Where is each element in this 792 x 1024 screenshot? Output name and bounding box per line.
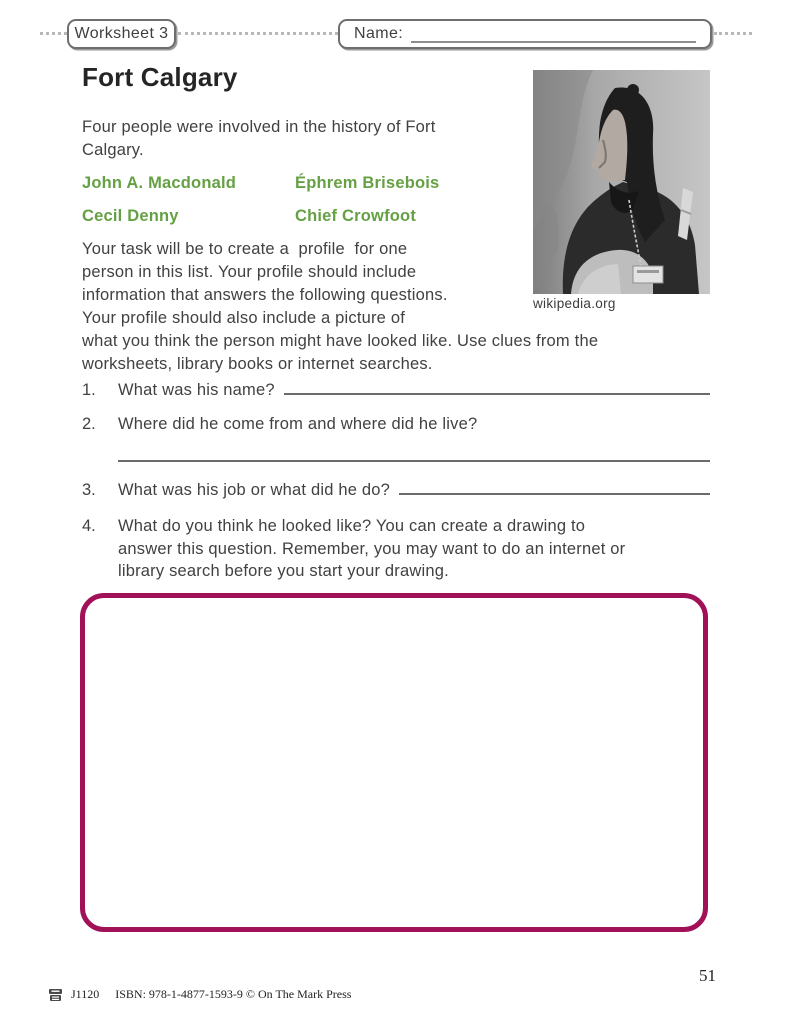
intro-line: Calgary. <box>82 141 144 159</box>
header-dotted-line-middle <box>178 32 338 35</box>
person-name: Cecil Denny <box>82 207 179 225</box>
task-line: Your task will be to create a profile for one <box>82 240 408 258</box>
worksheet-number-tag <box>67 19 176 49</box>
task-line: Your profile should also include a picture of <box>82 309 406 327</box>
question-1 <box>82 381 710 400</box>
question-text: Where did he come from and where did he live? <box>118 415 478 433</box>
people-names-row-2 <box>82 207 416 226</box>
task-line: what you think the person might have looked like. Use clues from the <box>82 332 599 350</box>
footer-product-code: J1120 <box>71 987 100 1001</box>
question-3 <box>82 481 710 500</box>
person-name: Chief Crowfoot <box>295 207 417 225</box>
person-name: Éphrem Brisebois <box>295 174 440 192</box>
task-line: person in this list. Your profile should include <box>82 263 417 281</box>
question-text-line: answer this question. Remember, you may want to do an internet or <box>118 539 626 558</box>
people-names-row-1 <box>82 174 439 193</box>
question-text-line: library search before you start your drawing. <box>118 562 449 580</box>
name-input-line[interactable] <box>411 25 696 43</box>
question-4 <box>82 515 710 583</box>
publisher-logo-icon <box>48 987 63 1002</box>
task-paragraph <box>82 238 598 376</box>
name-field-box <box>338 19 712 49</box>
question-number: 1. <box>82 381 96 399</box>
page-number: 51 <box>699 966 716 985</box>
question-text-block <box>118 515 625 583</box>
answer-line-q1[interactable] <box>284 381 710 395</box>
task-line: worksheets, library books or internet searches. <box>82 355 433 373</box>
header-dotted-line-left <box>40 32 67 35</box>
footer <box>48 987 351 1002</box>
question-number: 2. <box>82 415 96 433</box>
answer-line-q3[interactable] <box>399 481 710 495</box>
intro-line: Four people were involved in the history of Fort <box>82 118 436 136</box>
question-text: What was his name? <box>118 381 275 399</box>
photo-caption: wikipedia.org <box>533 296 616 311</box>
question-number: 3. <box>82 481 96 499</box>
worksheet-number-label: Worksheet 3 <box>74 25 169 42</box>
task-line: information that answers the following questions. <box>82 286 448 304</box>
question-text: What was his job or what did he do? <box>118 481 391 499</box>
question-number: 4. <box>82 517 96 535</box>
question-text-line: What do you think he looked like? You can create a drawing to <box>118 517 586 535</box>
header-dotted-line-right <box>714 32 752 35</box>
answer-line-q2[interactable] <box>118 437 710 462</box>
page-title: Fort Calgary <box>82 62 238 92</box>
drawing-area-box[interactable] <box>80 593 708 932</box>
intro-paragraph <box>82 116 436 162</box>
footer-isbn: ISBN: 978-1-4877-1593-9 © On The Mark Press <box>115 987 352 1001</box>
person-name: John A. Macdonald <box>82 174 237 192</box>
question-2 <box>82 415 710 434</box>
name-label: Name: <box>354 25 404 42</box>
